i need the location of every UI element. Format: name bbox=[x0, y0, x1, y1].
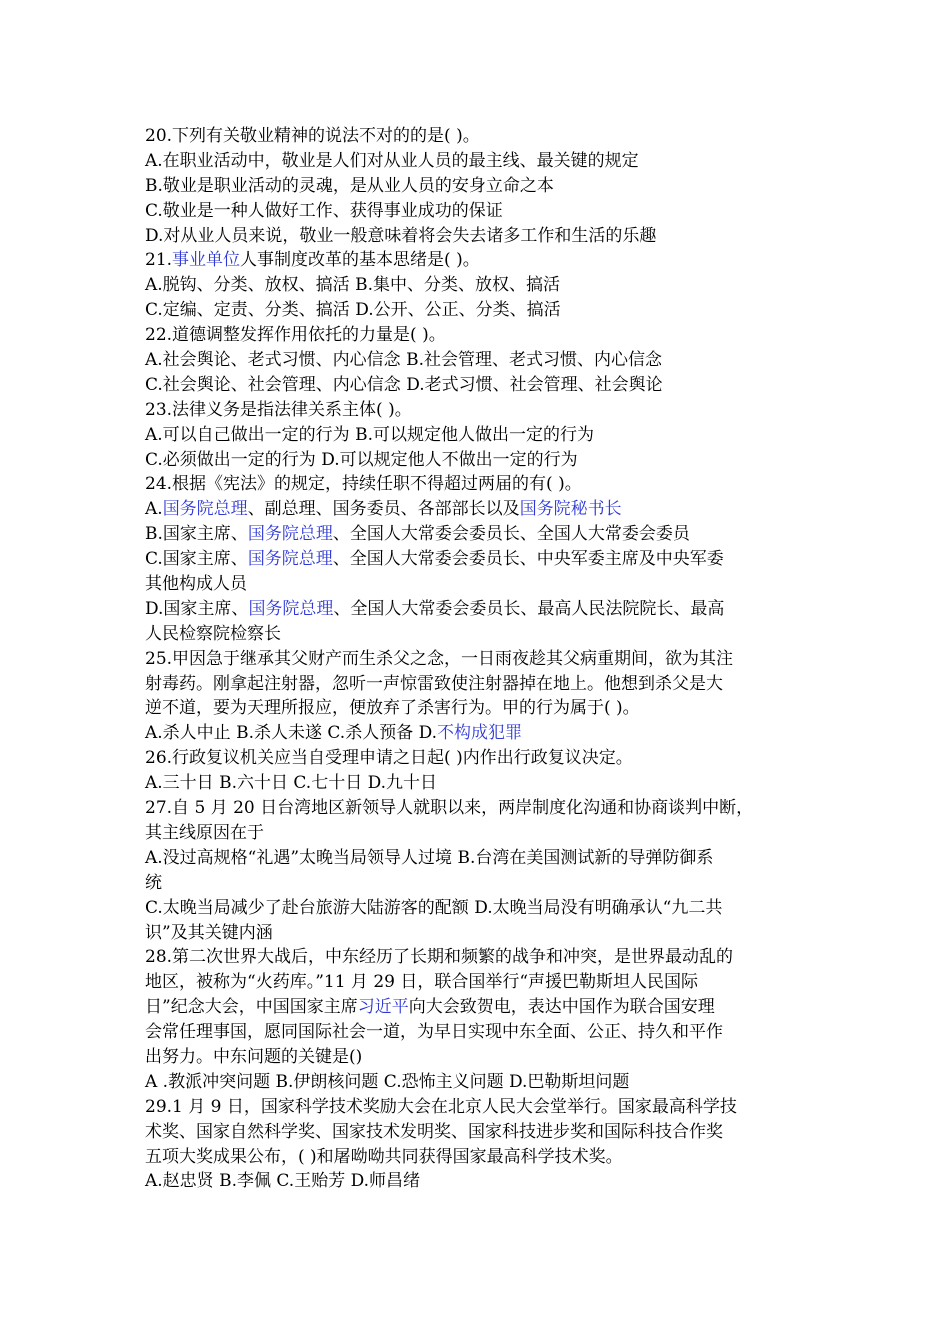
text-segment: A.社会舆论、老式习惯、内心信念 B.社会管理、老式习惯、内心信念 bbox=[145, 350, 662, 371]
question-list bbox=[145, 124, 815, 1194]
text-segment: A.没过高规格“礼遇”太晚当局领导人过境 B.台湾在美国测试新的导弹防御系 bbox=[145, 847, 714, 868]
text-line bbox=[145, 945, 815, 970]
text-line bbox=[145, 398, 815, 423]
text-segment: 射毒药。刚拿起注射器，忽听一声惊雷致使注射器掉在地上。他想到杀父是大 bbox=[145, 673, 723, 694]
text-line bbox=[145, 199, 815, 224]
text-line bbox=[145, 522, 815, 547]
text-segment: 、副总理、国务委员、各部部长以及 bbox=[247, 499, 520, 520]
text-line bbox=[145, 647, 815, 672]
text-line bbox=[145, 796, 815, 821]
text-segment: A.脱钩、分类、放权、搞活 B.集中、分类、放权、搞活 bbox=[145, 275, 560, 296]
hyperlink[interactable]: 习近平 bbox=[357, 997, 409, 1018]
text-line bbox=[145, 995, 815, 1020]
text-segment: 向大会致贺电，表达中国作为联合国安理 bbox=[408, 997, 715, 1018]
text-segment: C.太晚当局减少了赴台旅游大陆游客的配额 D.太晚当局没有明确承认“九二共 bbox=[145, 897, 723, 918]
text-segment: B.敬业是职业活动的灵魂，是从业人员的安身立命之本 bbox=[145, 175, 554, 196]
text-segment: C.敬业是一种人做好工作、获得事业成功的保证 bbox=[145, 200, 503, 221]
text-line bbox=[145, 472, 815, 497]
text-line bbox=[145, 696, 815, 721]
text-line bbox=[145, 323, 815, 348]
text-line bbox=[145, 970, 815, 995]
text-segment: 21. bbox=[145, 250, 173, 271]
hyperlink[interactable]: 国务院总理 bbox=[247, 524, 333, 545]
text-segment: 27.自 5 月 20 日台湾地区新领导人就职以来，两岸制度化沟通和协商谈判中断， bbox=[145, 798, 754, 819]
text-line bbox=[145, 1145, 815, 1170]
text-line bbox=[145, 149, 815, 174]
hyperlink[interactable]: 国务院总理 bbox=[247, 549, 333, 570]
text-line bbox=[145, 846, 815, 871]
text-line bbox=[145, 597, 815, 622]
text-segment: B.国家主席、 bbox=[145, 524, 248, 545]
text-line bbox=[145, 721, 815, 746]
text-segment: A.在职业活动中，敬业是人们对从业人员的最主线、最关键的规定 bbox=[145, 150, 639, 171]
text-line bbox=[145, 771, 815, 796]
text-segment: 人民检察院检察长 bbox=[145, 623, 281, 644]
text-line bbox=[145, 1070, 815, 1095]
text-line bbox=[145, 298, 815, 323]
text-line bbox=[145, 348, 815, 373]
text-segment: D.对从业人员来说，敬业一般意味着将会失去诸多工作和生活的乐趣 bbox=[145, 225, 657, 246]
text-line bbox=[145, 423, 815, 448]
text-line bbox=[145, 821, 815, 846]
text-segment: 地区，被称为“火药库。”11 月 29 日，联合国举行“声援巴勒斯坦人民国际 bbox=[145, 972, 699, 993]
text-line bbox=[145, 1169, 815, 1194]
text-line bbox=[145, 373, 815, 398]
text-segment: 会常任理事国，愿同国际社会一道，为早日实现中东全面、公正、持久和平作 bbox=[145, 1022, 723, 1043]
text-segment: 五项大奖成果公布，( )和屠呦呦共同获得国家最高科学技术奖。 bbox=[145, 1146, 623, 1167]
text-segment: A. bbox=[145, 499, 163, 520]
text-segment: 其主线原因在于 bbox=[145, 822, 264, 843]
hyperlink[interactable]: 国务院秘书长 bbox=[519, 499, 622, 520]
text-segment: 其他构成人员 bbox=[145, 574, 247, 595]
text-segment: 26.行政复议机关应当自受理申请之日起( )内作出行政复议决定。 bbox=[145, 748, 633, 769]
text-segment: A.杀人中止 B.杀人未遂 C.杀人预备 D. bbox=[145, 723, 438, 744]
text-segment: 22.道德调整发挥作用依托的力量是( )。 bbox=[145, 325, 446, 346]
text-line bbox=[145, 248, 815, 273]
hyperlink[interactable]: 事业单位 bbox=[172, 250, 241, 271]
text-line bbox=[145, 1095, 815, 1120]
hyperlink[interactable]: 不构成犯罪 bbox=[437, 723, 523, 744]
text-segment: 23.法律义务是指法律关系主体( )。 bbox=[145, 399, 412, 420]
text-line bbox=[145, 224, 815, 249]
text-segment: 出努力。中东问题的关键是() bbox=[145, 1046, 363, 1067]
text-line bbox=[145, 273, 815, 298]
text-segment: 、全国人大常委会委员长、全国人大常委会委员 bbox=[332, 524, 690, 545]
text-segment: C.国家主席、 bbox=[145, 549, 248, 570]
text-segment: 29.1 月 9 日，国家科学技术奖励大会在北京人民大会堂举行。国家最高科学技 bbox=[145, 1096, 737, 1117]
text-segment: 、全国人大常委会委员长、最高人民法院院长、最高 bbox=[333, 598, 725, 619]
hyperlink[interactable]: 国务院总理 bbox=[248, 598, 334, 619]
text-line bbox=[145, 921, 815, 946]
text-line bbox=[145, 497, 815, 522]
text-line bbox=[145, 174, 815, 199]
text-segment: A.可以自己做出一定的行为 B.可以规定他人做出一定的行为 bbox=[145, 424, 594, 445]
text-line bbox=[145, 1045, 815, 1070]
text-segment: A .教派冲突问题 B.伊朗核问题 C.恐怖主义问题 D.巴勒斯坦问题 bbox=[145, 1071, 630, 1092]
text-segment: 28.第二次世界大战后，中东经历了长期和频繁的战争和冲突，是世界最动乱的 bbox=[145, 947, 734, 968]
text-segment: 术奖、国家自然科学奖、国家技术发明奖、国家科技进步奖和国际科技合作奖 bbox=[145, 1121, 723, 1142]
text-segment: 统 bbox=[145, 872, 162, 893]
text-line bbox=[145, 547, 815, 572]
text-line bbox=[145, 1020, 815, 1045]
text-segment: A.三十日 B.六十日 C.七十日 D.九十日 bbox=[145, 773, 438, 794]
text-segment: 识”及其关键内涵 bbox=[145, 922, 273, 943]
text-segment: 逆不道，要为天理所报应，便放弃了杀害行为。甲的行为属于( )。 bbox=[145, 698, 640, 719]
text-segment: C.社会舆论、社会管理、内心信念 D.老式习惯、社会管理、社会舆论 bbox=[145, 374, 663, 395]
text-segment: A.赵忠贤 B.李佩 C.王贻芳 D.师昌绪 bbox=[145, 1171, 421, 1192]
text-line bbox=[145, 124, 815, 149]
text-line bbox=[145, 622, 815, 647]
text-line bbox=[145, 672, 815, 697]
text-segment: 人事制度改革的基本思绪是( )。 bbox=[240, 250, 480, 271]
text-segment: C.定编、定责、分类、搞活 D.公开、公正、分类、搞活 bbox=[145, 300, 561, 321]
text-line bbox=[145, 448, 815, 473]
text-segment: D.国家主席、 bbox=[145, 598, 249, 619]
text-segment: 24.根据《宪法》的规定，持续任职不得超过两届的有( )。 bbox=[145, 474, 582, 495]
text-line bbox=[145, 871, 815, 896]
text-line bbox=[145, 896, 815, 921]
text-segment: 20.下列有关敬业精神的说法不对的的是( )。 bbox=[145, 126, 480, 146]
hyperlink[interactable]: 国务院总理 bbox=[162, 499, 248, 520]
text-line bbox=[145, 1120, 815, 1145]
text-segment: C.必须做出一定的行为 D.可以规定他人不做出一定的行为 bbox=[145, 449, 578, 470]
text-segment: 日”纪念大会，中国国家主席 bbox=[145, 997, 358, 1018]
text-line bbox=[145, 746, 815, 771]
text-segment: 、全国人大常委会委员长、中央军委主席及中央军委 bbox=[332, 549, 724, 570]
text-segment: 25.甲因急于继承其父财产而生杀父之念，一日雨夜趁其父病重期间，欲为其注 bbox=[145, 648, 734, 669]
text-line bbox=[145, 572, 815, 597]
